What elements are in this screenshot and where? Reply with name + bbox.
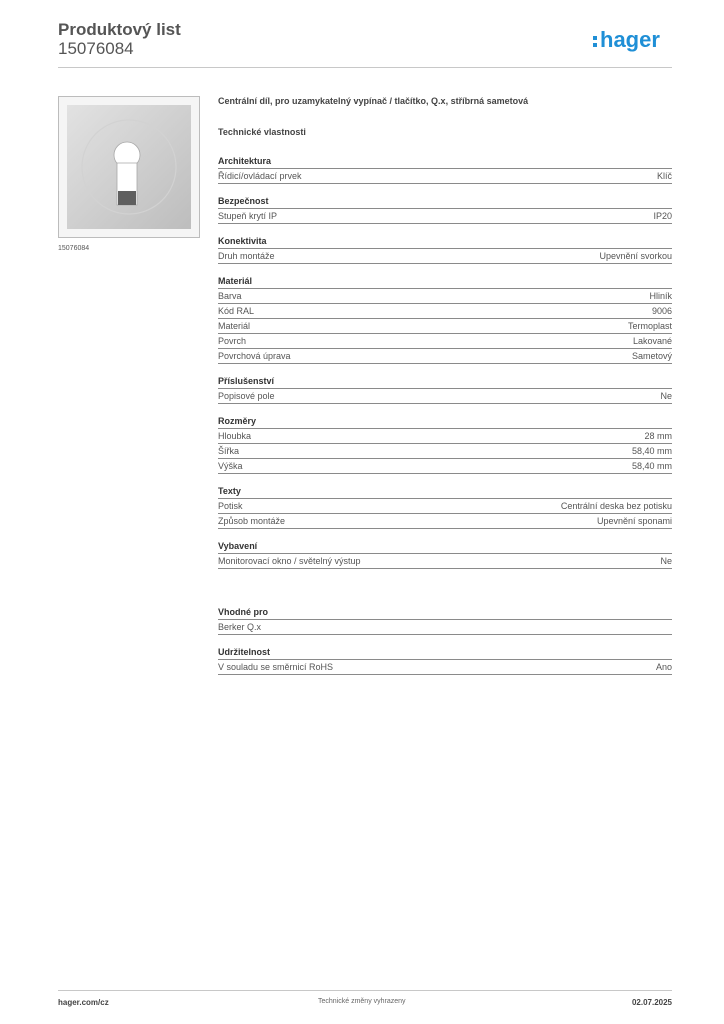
footer-date: 02.07.2025 <box>631 998 672 1007</box>
spec-label: Výška <box>218 461 243 471</box>
spec-row <box>218 443 672 458</box>
spec-row <box>218 208 672 224</box>
spec-row <box>218 513 672 529</box>
tech-heading: Technické vlastnosti <box>218 127 306 137</box>
spec-row <box>218 553 672 569</box>
group-title: Vybavení <box>218 541 258 551</box>
spec-group-prislusenstvi <box>218 374 672 404</box>
spec-label: Materiál <box>218 321 251 331</box>
spec-group-material <box>218 274 672 364</box>
spec-row <box>218 388 672 404</box>
spec-row <box>218 333 672 348</box>
spec-row <box>218 303 672 318</box>
spec-group-vhodne-pro <box>218 605 672 635</box>
spec-value: Sametový <box>631 351 672 361</box>
group-title: Texty <box>218 486 241 496</box>
spec-value: 28 mm <box>644 431 672 441</box>
spec-label: Barva <box>218 291 242 301</box>
spec-row <box>218 428 672 443</box>
group-title: Konektivita <box>218 236 267 246</box>
spec-group-texty <box>218 484 672 529</box>
spec-row <box>218 318 672 333</box>
spec-group-bezpecnost <box>218 194 672 224</box>
spec-value: Upevnění sponami <box>596 516 672 526</box>
page-title: Produktový list <box>58 20 181 39</box>
footer-divider <box>58 990 672 991</box>
spec-label: Povrch <box>218 336 247 346</box>
spec-value: IP20 <box>653 211 672 221</box>
spec-row <box>218 348 672 364</box>
spec-label: Kód RAL <box>218 306 255 316</box>
image-caption: 15076084 <box>58 245 90 252</box>
svg-text:hager: hager <box>600 27 660 52</box>
spec-value: 58,40 mm <box>631 461 672 471</box>
spec-label: Potisk <box>218 501 243 511</box>
spec-row <box>218 458 672 474</box>
group-title: Udržitelnost <box>218 647 271 657</box>
group-title: Bezpečnost <box>218 196 269 206</box>
spec-table <box>218 125 672 685</box>
group-title: Materiál <box>218 276 253 286</box>
product-description: Centrální díl, pro uzamykatelný vypínač / tlačítko, Q.x, stříbrná sametová <box>218 96 529 106</box>
spec-label: Hloubka <box>218 431 252 441</box>
spec-value: Upevnění svorkou <box>599 251 672 261</box>
spec-group-rozmery <box>218 414 672 474</box>
spec-label: Monitorovací okno / světelný výstup <box>218 556 361 566</box>
spec-row <box>218 288 672 303</box>
spec-group-architektura <box>218 154 672 184</box>
spec-value: 58,40 mm <box>631 446 672 456</box>
spec-label: V souladu se směrnicí RoHS <box>218 662 334 672</box>
spec-row <box>218 619 672 635</box>
spec-row <box>218 498 672 513</box>
group-title: Architektura <box>218 156 272 166</box>
spec-group-vybaveni <box>218 539 672 569</box>
spec-value: Hliník <box>649 291 672 301</box>
spec-value: 9006 <box>651 306 672 316</box>
spec-label: Berker Q.x <box>218 622 262 632</box>
spec-label: Řídicí/ovládací prvek <box>218 171 302 181</box>
spec-value: Ne <box>660 391 672 401</box>
spec-label: Druh montáže <box>218 251 275 261</box>
spec-value: Klíč <box>656 171 672 181</box>
spec-row <box>218 168 672 184</box>
spec-label: Šířka <box>218 446 240 456</box>
document-number: 15076084 <box>58 39 134 58</box>
spec-label: Stupeň krytí IP <box>218 211 278 221</box>
spec-group-konektivita <box>218 234 672 264</box>
spec-value: Centrální deska bez potisku <box>560 501 672 511</box>
product-image <box>58 96 200 238</box>
spec-label: Způsob montáže <box>218 516 286 526</box>
spec-group-udrzitelnost <box>218 645 672 675</box>
spec-value: Ano <box>655 662 672 672</box>
group-title: Rozměry <box>218 416 257 426</box>
group-title: Vhodné pro <box>218 607 268 617</box>
spec-label: Povrchová úprava <box>218 351 291 361</box>
spec-value: Lakované <box>632 336 672 346</box>
spec-label: Popisové pole <box>218 391 275 401</box>
spec-row <box>218 248 672 264</box>
spec-value: Termoplast <box>627 321 672 331</box>
group-title: Příslušenství <box>218 376 275 386</box>
spec-row <box>218 659 672 675</box>
hager-logo <box>592 27 672 53</box>
header-divider <box>58 67 672 68</box>
footer-website-link[interactable]: hager.com/cz <box>58 998 109 1007</box>
footer-notice: Technické změny vyhrazeny <box>318 998 406 1005</box>
spec-value: Ne <box>660 556 672 566</box>
